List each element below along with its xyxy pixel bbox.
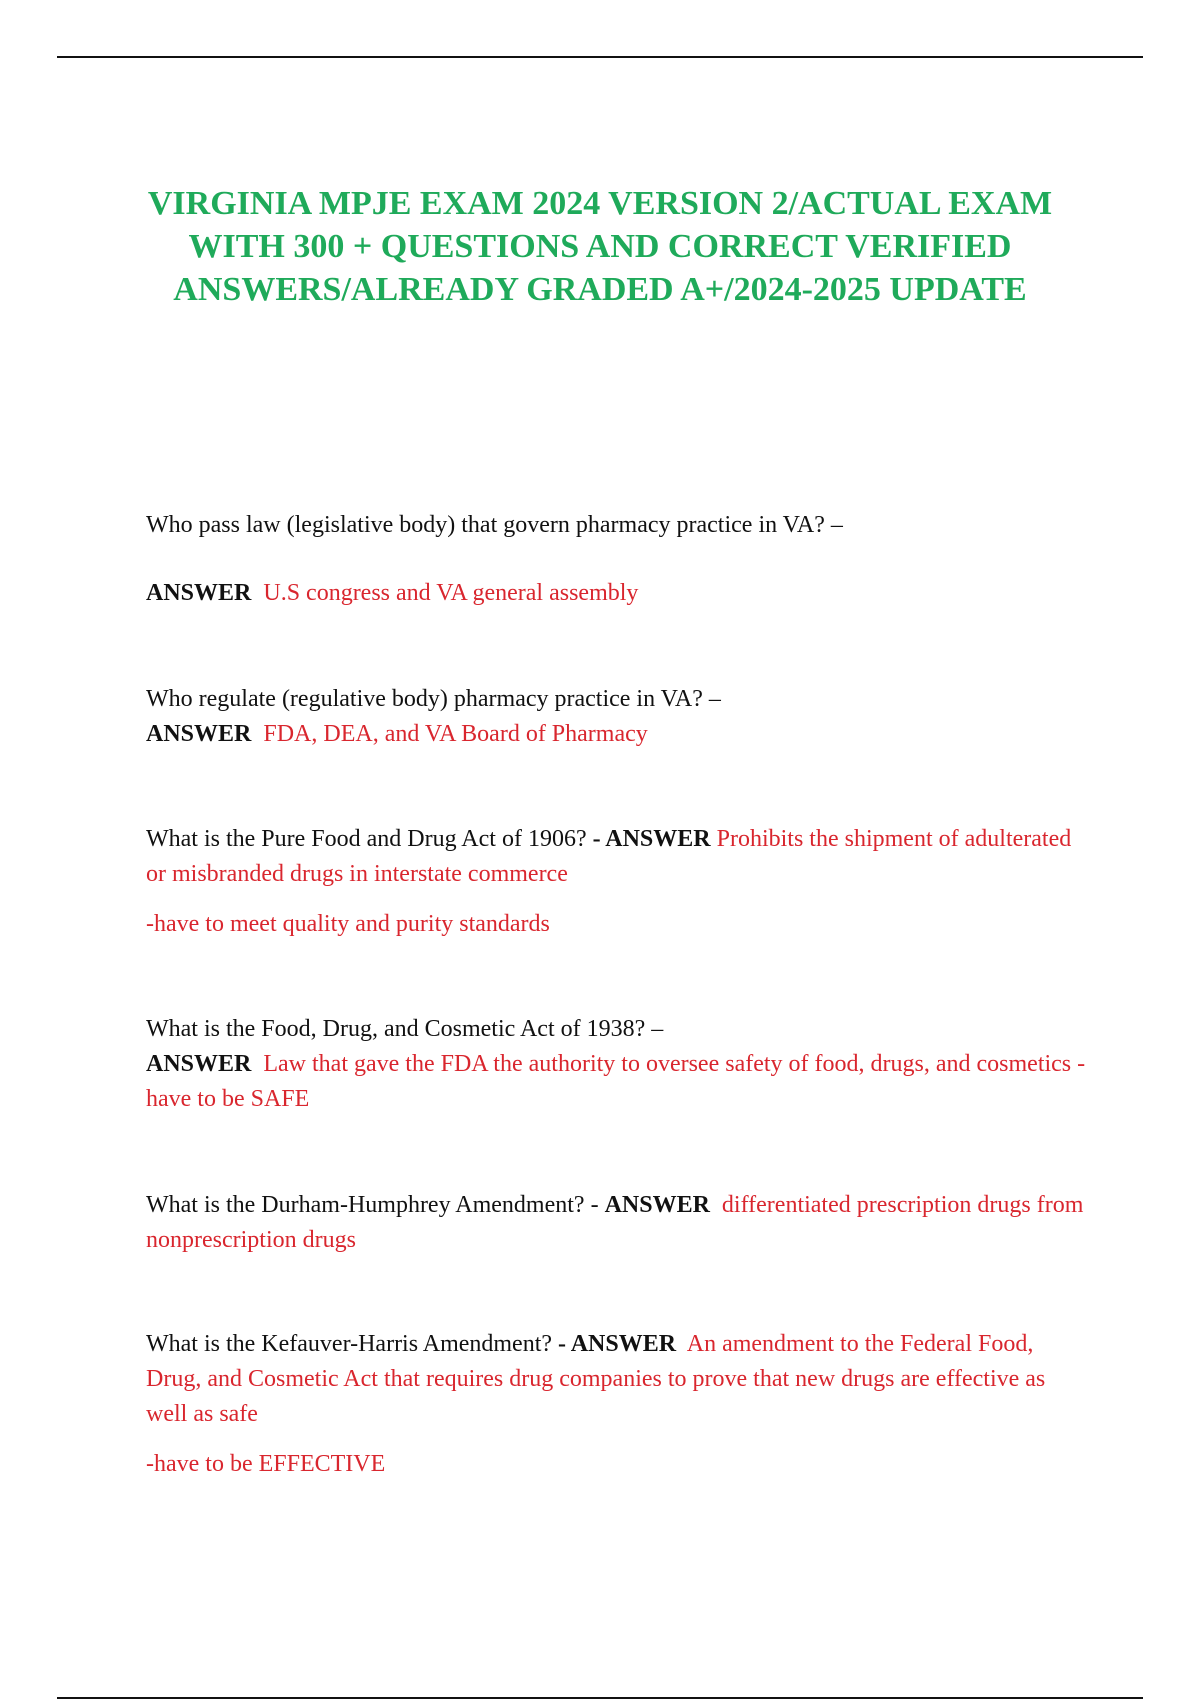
qa-item-4 [146,1012,1086,1117]
answer-label: ANSWER [146,721,252,747]
question-answer-line [146,1327,1086,1432]
answer-text: differentiated prescription drugs from nonprescription drugs [146,1192,1084,1253]
question-text: What is the Food, Drug, and Cosmetic Act of 1938? – [146,1016,664,1042]
question-text: What is the Kefauver-Harris Amendment? [146,1331,553,1357]
qa-item-1 [146,508,1086,611]
question-text: Who pass law (legislative body) that govern pharmacy practice in VA? – [146,512,843,538]
question-text: What is the Durham-Humphrey Amendment? [146,1192,585,1218]
top-rule [57,56,1143,58]
answer-line [146,717,1086,752]
answer-separator: - [586,826,606,852]
question-text: Who regulate (regulative body) pharmacy practice in VA? – [146,686,721,712]
answer-extra: -have to be EFFECTIVE [146,1451,386,1477]
question-answer-line [146,822,1086,892]
qa-item-5 [146,1188,1086,1258]
answer-label: ANSWER [146,1051,252,1077]
question-answer-line [146,1188,1086,1258]
qa-item-3 [146,822,1086,942]
answer-label: ANSWER [570,1331,677,1357]
answer-text: Prohibits the shipment of adulterated or misbranded drugs in interstate commerce [146,826,1072,887]
bottom-rule [57,1697,1143,1699]
question-text: What is the Pure Food and Drug Act of 1906? [146,826,587,852]
qa-item-6 [146,1327,1086,1482]
answer-label: ANSWER [605,826,711,852]
answer-label: ANSWER [604,1192,710,1218]
answer-text: FDA, DEA, and VA Board of Pharmacy [263,721,648,747]
answer-separator: - [552,1331,571,1357]
answer-extra: -have to meet quality and purity standards [146,911,550,937]
answer-text: Law that gave the FDA the authority to oversee safety of food, drugs, and cosmetics -have to be SAFE [146,1051,1086,1112]
document-title: VIRGINIA MPJE EXAM 2024 VERSION 2/ACTUAL EXAM WITH 300 + QUESTIONS AND CORRECT VERIFIED ANSWERS/ALREADY GRADED A+/2024-2025 UPDATE [147,185,1053,308]
answer-text: An amendment to the Federal Food, Drug, and Cosmetic Act that requires drug companies to prove that new drugs are effective as well as safe [146,1331,1046,1427]
answer-text: U.S congress and VA general assembly [263,580,639,606]
qa-item-2 [146,682,1086,752]
answer-line [146,1047,1086,1117]
answer-line [146,576,1086,611]
answer-label: ANSWER [146,580,252,606]
answer-separator: - [584,1192,605,1218]
